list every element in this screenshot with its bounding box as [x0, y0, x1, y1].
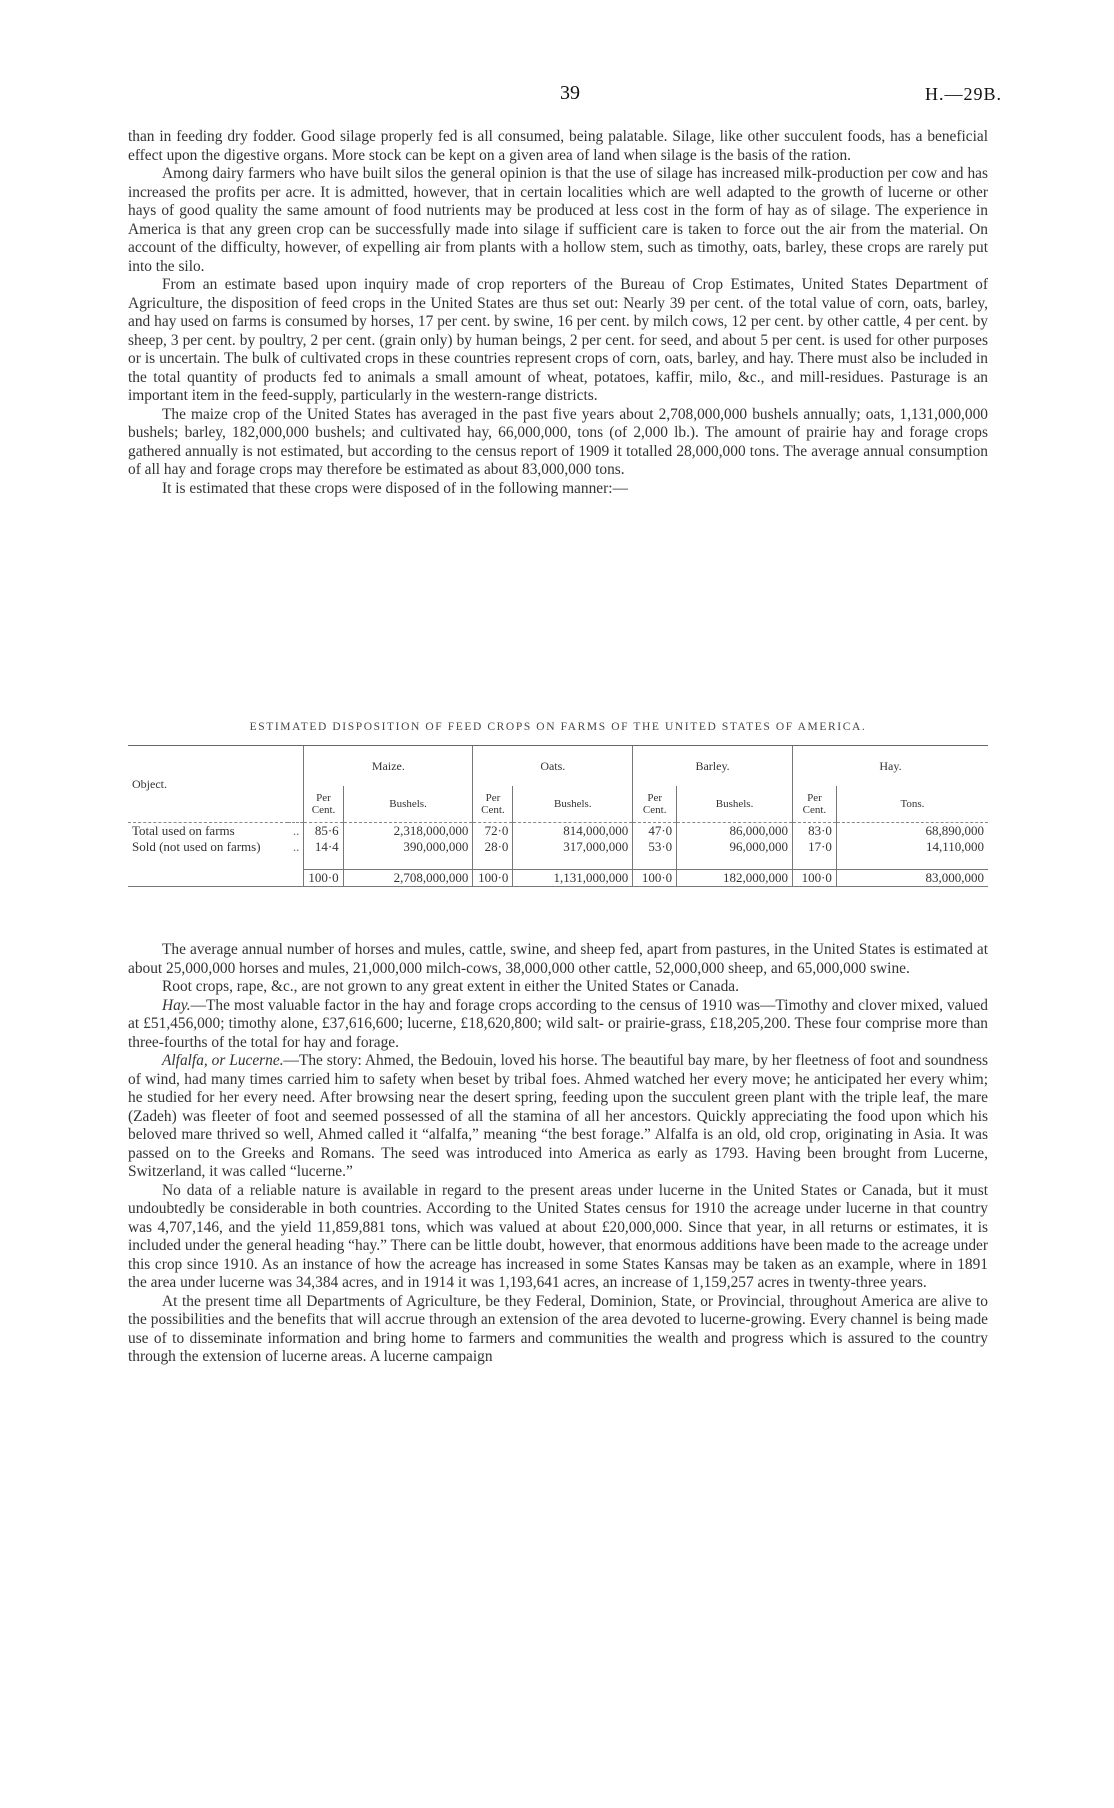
leader-dots: .. [292, 823, 300, 838]
feed-crops-table [128, 745, 988, 887]
table-row [128, 839, 988, 870]
per-cent-header: Per Cent. [633, 786, 677, 823]
leader-dots: .. [292, 839, 300, 855]
cell-value: 47·0 [633, 823, 677, 840]
paragraph: The average annual number of horses and mules, cattle, swine, and sheep fed, apart from pastures, in the United States is estimated at about 25,000,000 horses and mules, 21,000,000 milch-cows, 38,000,000 other cattle, 52,000,000 sheep, and 65,000,000 swine. [128, 941, 988, 977]
paragraph-heading: Hay. [162, 996, 191, 1014]
paragraph: The maize crop of the United States has averaged in the past five years about 2,708,000,000 bushels annually; oats, 1,131,000,000 bushels; barley, 182,000,000 bushels; and cultivated hay, 66,000,000, tons (of 2,000 lb.). The amount of prairie hay and forage crops gathered annually is not estimated, but according to the census report of 1909 it totalled 28,000,000 tons. The average annual consumption of all hay and forage crops may therefore be estimated as about 83,000,000 tons. [128, 405, 988, 478]
crop-header-barley: Barley. [633, 746, 793, 787]
cell-value: 390,000,000 [343, 839, 473, 870]
paragraph-alfalfa [128, 1052, 988, 1182]
paragraph-heading: Alfalfa, or Lucerne. [162, 1052, 284, 1069]
crop-header-maize: Maize. [304, 746, 473, 787]
paragraph-text: —The story: Ahmed, the Bedouin, loved his horse. The beautiful bay mare, by her fleetness of foot and soundness of wind, had many times carried him to safety when beset by tribal foes. Ahmed watched her every move; he anticipated her every whim; he studied for her every need. After browsing near the desert spring, feeding upon the succulent green plant with the triple leaf, the mare (Zadeh) was fleeter of foot and seemed possessed of all the stamina of all her ancestors. Quickly appreciating the food upon which his beloved mare thrived so well, Ahmed called it “alfalfa,” meaning “the best forage.” Alfalfa is an old, old crop, originating in Asia. It was passed on to the Greeks and Romans. The seed was introduced into America as early as 1793. Having been brought from Lucerne, Switzerland, it was called “lucerne.” [128, 1052, 988, 1180]
cell-value: 317,000,000 [513, 839, 633, 870]
total-value: 2,708,000,000 [343, 870, 473, 887]
paragraph: than in feeding dry fodder. Good silage properly fed is all consumed, being palatable. Silage, like other succulent foods, has a beneficial effect upon the digestive organs. More stock can be kept on a given area of land when silage is the basis of the ration. [128, 128, 988, 164]
per-cent-header: Per Cent. [304, 786, 343, 823]
paragraph-hay [128, 997, 988, 1053]
cell-value: 814,000,000 [513, 823, 633, 840]
per-cent-header: Per Cent. [473, 786, 513, 823]
total-value: 182,000,000 [677, 870, 793, 887]
table-row [128, 823, 988, 840]
unit-header: Bushels. [677, 786, 793, 823]
page-number: 39 [560, 82, 580, 104]
document-reference: H.—29B. [924, 84, 1002, 104]
paragraph: Among dairy farmers who have built silos the general opinion is that the use of silage has increased milk-production per cow and has increased the profits per acre. It is admitted, however, that in certain localities which are well adapted to the growth of lucerne or other hays of good quality the same amount of food nutrients may be produced at less cost in the form of hay as of silage. The experience in America is that any green crop can be successfully made into silage if sufficient care is taken to force out the air from the material. On account of the difficulty, however, of expelling air from plants with a hollow stem, such as timothy, oats, barley, these crops are rarely put into the silo. [128, 165, 988, 275]
object-header: Object. [128, 746, 304, 823]
row-label: Total used on farms [132, 823, 235, 838]
total-value: 83,000,000 [836, 870, 988, 887]
unit-header: Bushels. [343, 786, 473, 823]
cell-value: 14,110,000 [836, 839, 988, 870]
paragraph: No data of a reliable nature is available in regard to the present areas under lucerne in the United States or Canada, but it must undoubtedly be considerable in both countries. According to the United States census for 1910 the acreage under lucerne in that country was 4,707,146, and the yield 11,859,881 tons, which was valued at about £20,000,000. Since that year, in all returns or estimates, it is included under the general heading “hay.” There can be little doubt, however, that enormous additions have been made to the acreage under this crop since 1910. As an instance of how the acreage has increased in some States Kansas may be taken as an example, where in 1891 the area under lucerne was 34,384 acres, and in 1914 it was 1,193,641 acres, an increase of 1,159,257 acres in twenty-three years. [128, 1181, 988, 1291]
total-value: 100·0 [792, 870, 836, 887]
cell-value: 53·0 [633, 839, 677, 870]
total-value: 1,131,000,000 [513, 870, 633, 887]
paragraph: It is estimated that these crops were disposed of in the following manner:— [162, 479, 628, 497]
cell-value: 86,000,000 [677, 823, 793, 840]
row-label: Sold (not used on farms) [132, 839, 261, 855]
unit-header: Tons. [836, 786, 988, 823]
paragraph: From an estimate based upon inquiry made of crop reporters of the Bureau of Crop Estimates, United States Department of Agriculture, the disposition of feed crops in the United States are thus set out: Nearly 39 per cent. of the total value of corn, oats, barley, and hay used on farms is consumed by horses, 17 per cent. by swine, 16 per cent. by milch cows, 12 per cent. by other cattle, 4 per cent. by sheep, 3 per cent. by poultry, 2 per cent. (grain only) by human beings, 2 per cent. for seed, and about 5 per cent. is used for other purposes or is uncertain. The bulk of cultivated crops in these countries represent crops of corn, oats, barley, and hay. There must also be included in the total quantity of products fed to animals a small amount of wheat, potatoes, kaffir, milo, &c., and mill-residues. Pasturage is an important item in the feed-supply, particularly in the western-range districts. [128, 276, 988, 404]
body-text-bottom [128, 941, 988, 1367]
totals-row [128, 870, 988, 887]
total-value: 100·0 [473, 870, 513, 887]
cell-value: 17·0 [792, 839, 836, 870]
crop-header-hay: Hay. [792, 746, 988, 787]
total-value: 100·0 [304, 870, 343, 887]
cell-value: 28·0 [473, 839, 513, 870]
body-text-top [128, 128, 988, 498]
cell-value: 85·6 [304, 823, 343, 840]
table-caption: ESTIMATED DISPOSITION OF FEED CROPS ON FARMS OF THE UNITED STATES OF AMERICA. [249, 721, 867, 733]
cell-value: 72·0 [473, 823, 513, 840]
paragraph: At the present time all Departments of Agriculture, be they Federal, Dominion, State, or Provincial, throughout America are alive to the possibilities and the benefits that will accrue through an extension of the area devoted to lucerne-growing. Every channel is being made use of to disseminate information and bring home to farmers and communities the wealth and progress which is assured to the country through the extension of lucerne areas. A lucerne campaign [128, 1292, 988, 1365]
total-value: 100·0 [633, 870, 677, 887]
per-cent-header: Per Cent. [792, 786, 836, 823]
paragraph-text: —The most valuable factor in the hay and forage crops according to the census of 1910 was—Timothy and clover mixed, valued at £51,456,000; timothy alone, £37,616,600; lucerne, £18,620,800; wild salt- or prairie-grass, £18,205,200. These four comprise more than three-fourths of the total for hay and forage. [128, 996, 988, 1051]
crop-header-oats: Oats. [473, 746, 633, 787]
cell-value: 14·4 [304, 839, 343, 870]
cell-value: 83·0 [792, 823, 836, 840]
cell-value: 68,890,000 [836, 823, 988, 840]
unit-header: Bushels. [513, 786, 633, 823]
cell-value: 2,318,000,000 [343, 823, 473, 840]
cell-value: 96,000,000 [677, 839, 793, 870]
paragraph: Root crops, rape, &c., are not grown to any great extent in either the United States or Canada. [162, 978, 739, 995]
